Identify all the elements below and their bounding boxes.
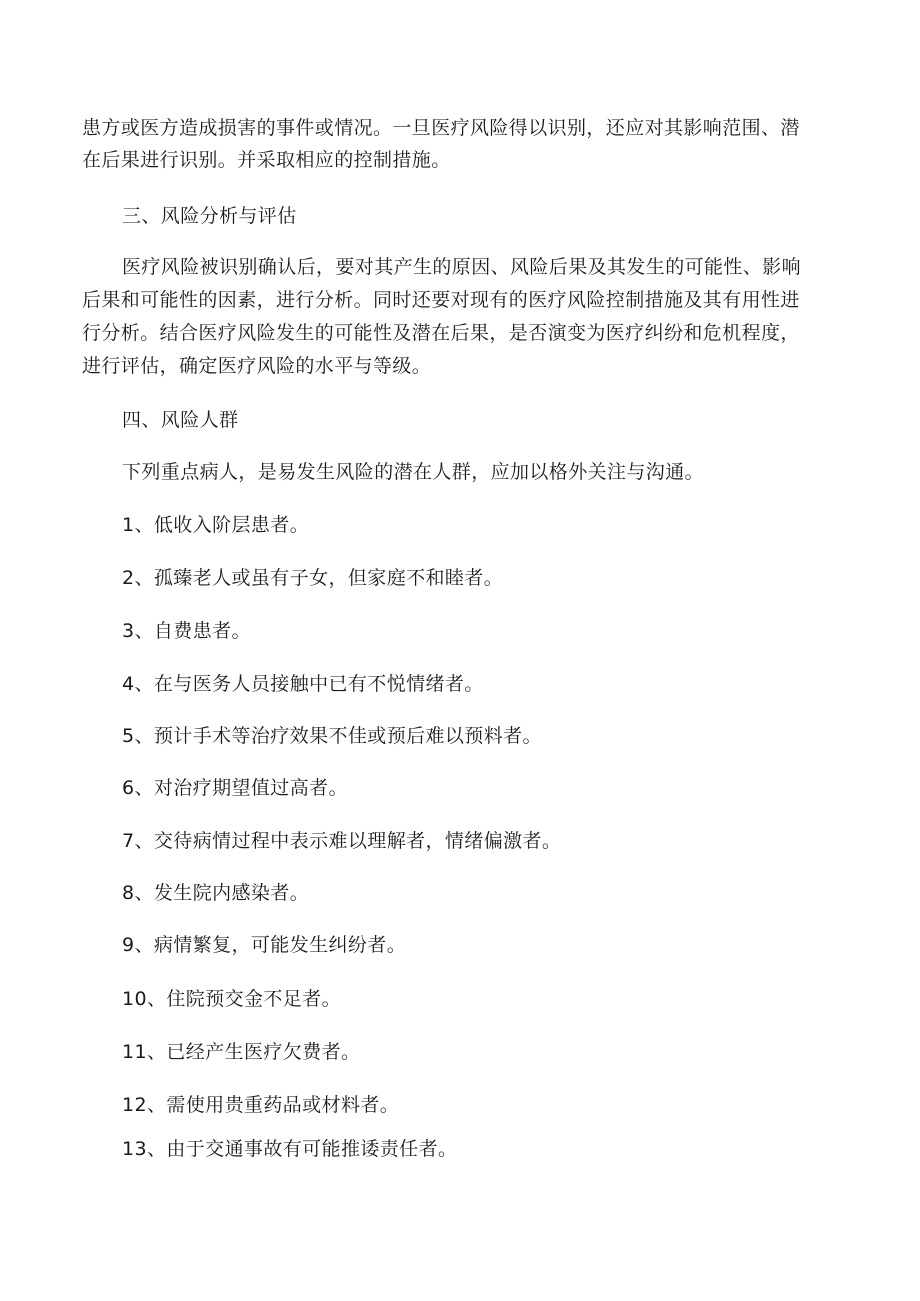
section-3-line-3: 行分析。结合医疗风险发生的可能性及潜在后果，是否演变为医疗纠纷和危机程度， [82, 322, 800, 344]
list-item: 7、交待病情过程中表示难以理解者，情绪偏激者。 [122, 830, 562, 852]
list-item: 13、由于交通事故有可能推诿责任者。 [122, 1138, 458, 1160]
list-item: 1、低收入阶层患者。 [122, 514, 310, 536]
list-item: 9、病情繁复，可能发生纠纷者。 [122, 934, 407, 956]
list-item: 8、发生院内感染者。 [122, 882, 310, 904]
intro-line-2: 在后果进行识别。并采取相应的控制措施。 [82, 149, 451, 171]
section-3-line-4: 进行评估，确定医疗风险的水平与等级。 [82, 355, 432, 377]
list-item: 12、需使用贵重药品或材料者。 [122, 1094, 400, 1116]
section-3-heading: 三、风险分析与评估 [122, 205, 297, 227]
intro-line-1: 患方或医方造成损害的事件或情况。一旦医疗风险得以识别，还应对其影响范围、潜 [82, 117, 800, 139]
section-4-heading: 四、风险人群 [122, 409, 239, 431]
list-item: 10、住院预交金不足者。 [122, 988, 341, 1010]
list-item: 6、对治疗期望值过高者。 [122, 777, 348, 799]
list-item: 2、孤臻老人或虽有子女，但家庭不和睦者。 [122, 567, 504, 589]
list-item: 3、自费患者。 [122, 620, 251, 642]
list-item: 11、已经产生医疗欠费者。 [122, 1041, 361, 1063]
list-item: 4、在与医务人员接触中已有不悦情绪者。 [122, 673, 484, 695]
section-4-intro: 下列重点病人，是易发生风险的潜在人群，应加以格外关注与沟通。 [122, 461, 705, 483]
section-3-line-1: 医疗风险被识别确认后，要对其产生的原因、风险后果及其发生的可能性、影响 [122, 256, 802, 278]
list-item: 5、预计手术等治疗效果不佳或预后难以预料者。 [122, 725, 542, 747]
section-3-line-2: 后果和可能性的因素，进行分析。同时还要对现有的医疗风险控制措施及其有用性进 [82, 289, 800, 311]
